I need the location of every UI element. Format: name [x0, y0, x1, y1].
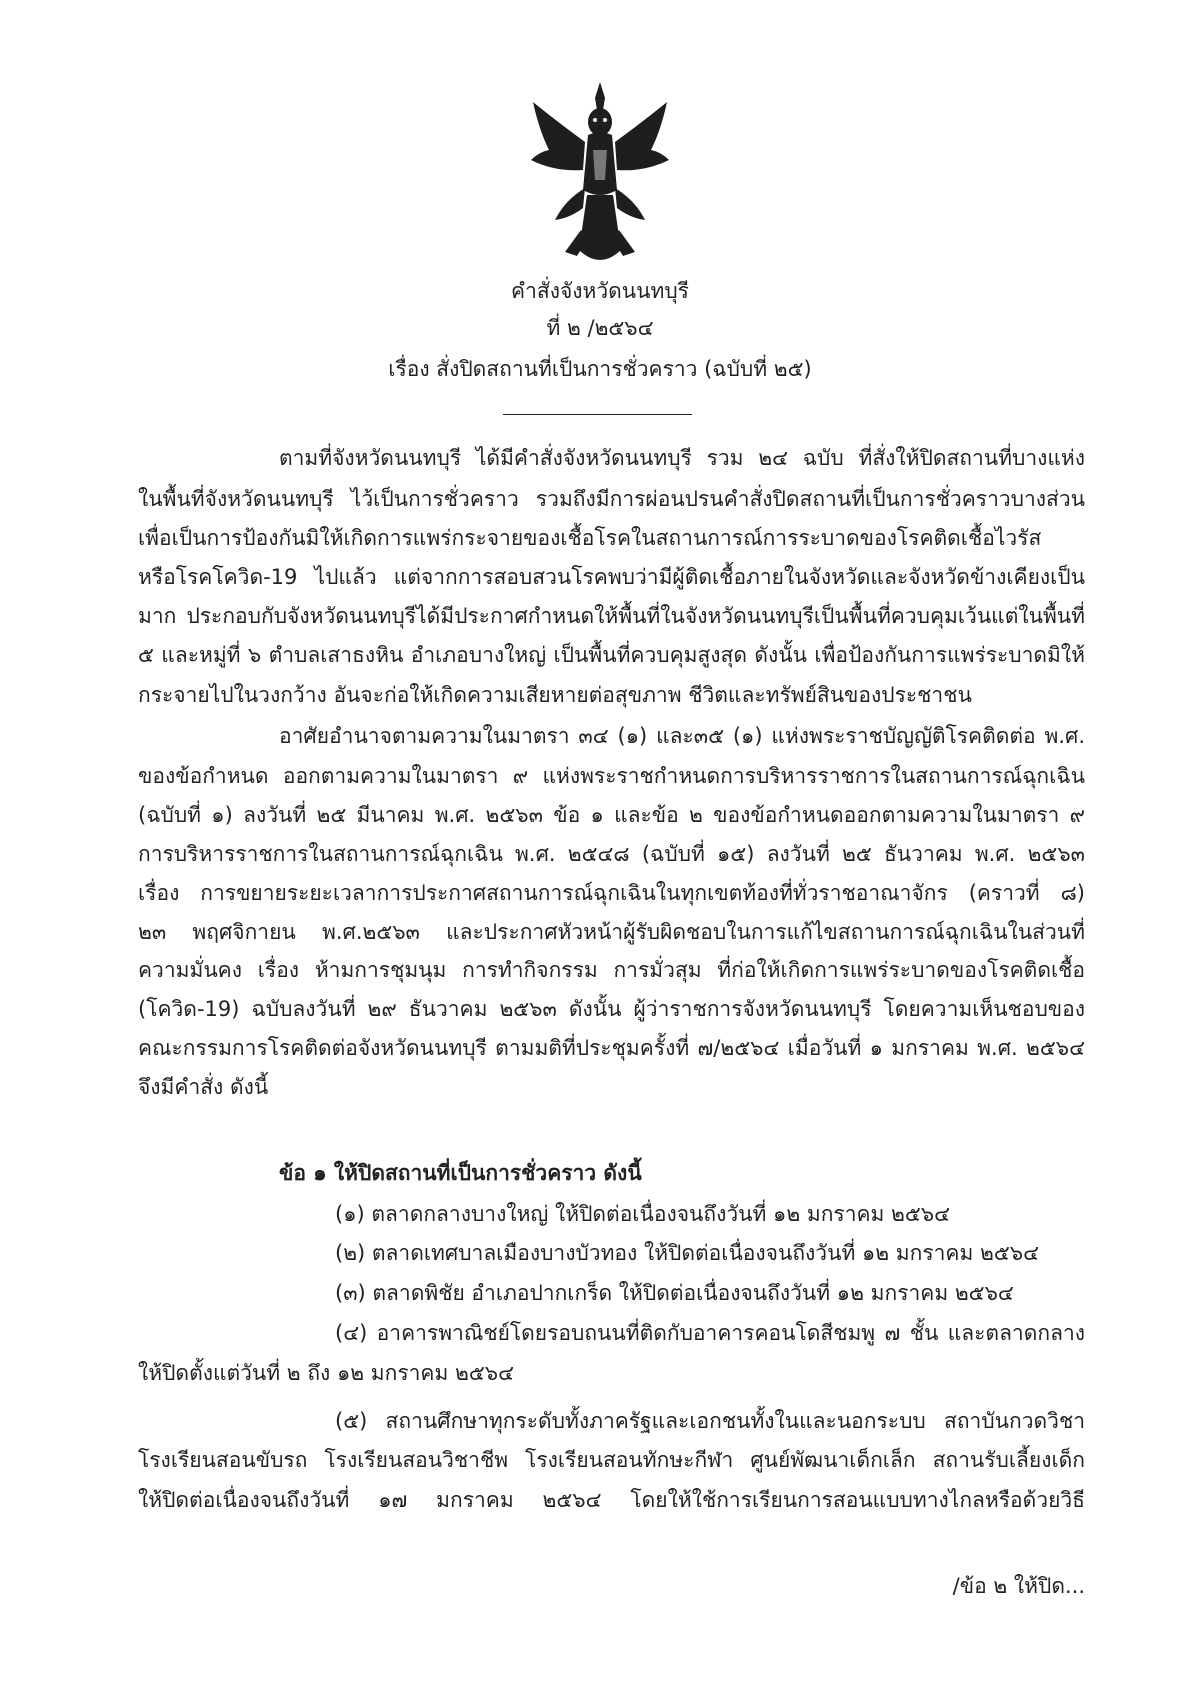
clause-1-item: (๒) ตลาดเทศบาลเมืองบางบัวทอง ให้ปิดต่อเนื่องจนถึงวันที่ ๑๒ มกราคม ๒๕๖๔ [335, 1241, 1039, 1265]
paragraph-1-line: กระจายไปในวงกว้าง อันจะก่อให้เกิดความเสียหายต่อสุขภาพ ชีวิตและทรัพย์สินของประชาชน [138, 683, 972, 707]
paragraph-1-line: เพื่อเป็นการป้องกันมิให้เกิดการแพร่กระจายของเชื้อโรคในสถานการณ์การระบาดของโรคติดเชื้อไวรัส [138, 526, 1042, 550]
clause-1-item: (๕) สถานศึกษาทุกระดับทั้งภาครัฐและเอกชนทั้งในและนอกระบบ สถาบันกวดวิชา [335, 1409, 1085, 1433]
clause-1-item-continuation: ให้ปิดต่อเนื่องจนถึงวันที่ ๑๗ มกราคม ๒๕๖๔ โดยให้ใช้การเรียนการสอนแบบทางไกลหรือด้วยวิธี [138, 1488, 1085, 1512]
paragraph-1-line: มาก ประกอบกับจังหวัดนนทบุรีได้มีประกาศกำหนดให้พื้นที่ในจังหวัดนนทบุรีเป็นพื้นที่ควบคุมเว้นแต่ในพื้นที่ [138, 604, 1085, 628]
paragraph-2-line: คณะกรรมการโรคติดต่อจังหวัดนนทบุรี ตามมติที่ประชุมครั้งที่ ๗/๒๕๖๔ เมื่อวันที่ ๑ มกราคม พ.ศ. ๒๕๖๔ [138, 1036, 1085, 1060]
paragraph-2-line: (โควิด-19) ฉบับลงวันที่ ๒๙ ธันวาคม ๒๕๖๓ ดังนั้น ผู้ว่าราชการจังหวัดนนทบุรี โดยความเห็นชอบของ [138, 997, 1085, 1021]
clause-1-item-continuation: ให้ปิดตั้งแต่วันที่ ๒ ถึง ๑๒ มกราคม ๒๕๖๔ [138, 1361, 514, 1385]
clause-1-item-continuation: โรงเรียนสอนขับรถ โรงเรียนสอนวิชาชีพ โรงเรียนสอนทักษะกีฬา ศูนย์พัฒนาเด็กเล็ก สถานรับเลี้ยงเด็ก [138, 1448, 1085, 1472]
paragraph-1-line: ในพื้นที่จังหวัดนนทบุรี ไว้เป็นการชั่วคราว รวมถึงมีการผ่อนปรนคำสั่งปิดสถานที่เป็นการชั่วคราวบางส่วน [138, 487, 1085, 511]
garuda-emblem-icon [525, 80, 675, 275]
order-subject: เรื่อง สั่งปิดสถานที่เป็นการชั่วคราว (ฉบับที่ ๒๕) [388, 357, 812, 381]
paragraph-2-line: ความมั่นคง เรื่อง ห้ามการชุมนุม การทำกิจกรรม การมั่วสุม ที่ก่อให้เกิดการแพร่ระบาดของโรคติดเชื้อ [138, 958, 1085, 982]
paragraph-1-line: หรือโรคโควิด-19 ไปแล้ว แต่จากการสอบสวนโรคพบว่ามีผู้ติดเชื้อภายในจังหวัดและจังหวัดข้างเคียงเป็น [138, 565, 1085, 589]
order-number: ที่ ๒ /๒๕๖๔ [546, 316, 654, 340]
clause-1-item: (๑) ตลาดกลางบางใหญ่ ให้ปิดต่อเนื่องจนถึงวันที่ ๑๒ มกราคม ๒๕๖๔ [335, 1202, 951, 1226]
clause-1-item: (๓) ตลาดพิชัย อำเภอปากเกร็ด ให้ปิดต่อเนื่องจนถึงวันที่ ๑๒ มกราคม ๒๕๖๔ [335, 1281, 1014, 1305]
title-divider [503, 414, 692, 415]
paragraph-1-line: ตามที่จังหวัดนนทบุรี ได้มีคำสั่งจังหวัดนนทบุรี รวม ๒๔ ฉบับ ที่สั่งให้ปิดสถานที่บางแห่ง [279, 446, 1085, 470]
clause-1-item: (๔) อาคารพาณิชย์โดยรอบถนนที่ติดกับอาคารคอนโดสีชมพู ๗ ชั้น และตลาดกลาง [335, 1321, 1085, 1345]
paragraph-2-line: เรื่อง การขยายระยะเวลาการประกาศสถานการณ์ฉุกเฉินในทุกเขตท้องที่ทั่วราชอาณาจักร (คราวที่ ๘) [138, 881, 1085, 905]
paragraph-1-line: ๕ และหมู่ที่ ๖ ตำบลเสาธงหิน อำเภอบางใหญ่ เป็นพื้นที่ควบคุมสูงสุด ดังนั้น เพื่อป้องกันการแพร่ระบาดมิให้ [138, 643, 1085, 667]
paragraph-2-line: อาศัยอำนาจตามความในมาตรา ๓๔ (๑) และ๓๕ (๑) แห่งพระราชบัญญัติโรคติดต่อ พ.ศ. [279, 724, 1085, 748]
order-title: คำสั่งจังหวัดนนทบุรี [511, 279, 689, 303]
paragraph-2-line: ๒๓ พฤศจิกายน พ.ศ.๒๕๖๓ และประกาศหัวหน้าผู้รับผิดชอบในการแก้ไขสถานการณ์ฉุกเฉินในส่วนที่ [138, 920, 1085, 944]
paragraph-2-line: (ฉบับที่ ๑) ลงวันที่ ๒๕ มีนาคม พ.ศ. ๒๕๖๓ ข้อ ๑ และข้อ ๒ ของข้อกำหนดออกตามความในมาตรา ๙ [138, 803, 1085, 827]
paragraph-2-line: การบริหารราชการในสถานการณ์ฉุกเฉิน พ.ศ. ๒๕๔๘ (ฉบับที่ ๑๕) ลงวันที่ ๒๕ ธันวาคม พ.ศ. ๒๕๖๓ [138, 842, 1085, 866]
clause-1-heading: ข้อ ๑ ให้ปิดสถานที่เป็นการชั่วคราว ดังนี้ [279, 1161, 642, 1185]
page-continuation-note: /ข้อ ๒ ให้ปิด... [952, 1574, 1085, 1598]
paragraph-2-line: จึงมีคำสั่ง ดังนี้ [138, 1075, 269, 1099]
paragraph-2-line: ของข้อกำหนด ออกตามความในมาตรา ๙ แห่งพระราชกำหนดการบริหารราชการในสถานการณ์ฉุกเฉิน [138, 764, 1085, 788]
